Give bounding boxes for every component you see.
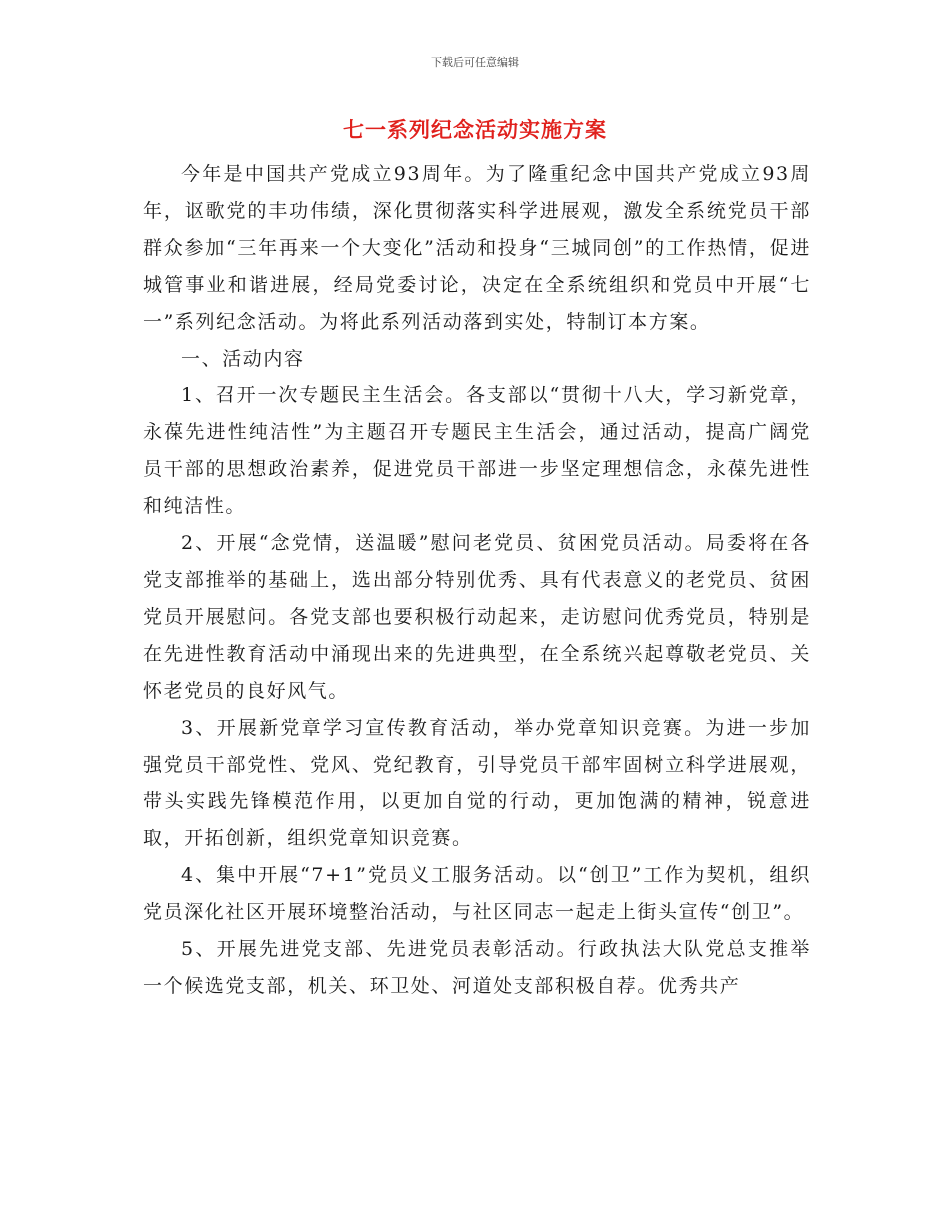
item-4-paragraph: 4、集中开展“7+1”党员义工服务活动。以“创卫”工作为契机，组织党员深化社区开展环境整治活动，与社区同志一起走上街头宣传“创卫”。 (143, 864, 811, 924)
intro-paragraph: 今年是中国共产党成立93周年。为了隆重纪念中国共产党成立93周年，讴歌党的丰功伟绩，深化贯彻落实科学进展观，激发全系统党员干部群众参加“三年再来一个大变化”活动和投身“三城同创”的工作热情，促进城管事业和谐进展，经局党委讨论，决定在全系统组织和党员中开展“七一”系列纪念活动。为将此系列活动落到实处，特制订本方案。 (143, 163, 811, 333)
item-3-paragraph: 3、开展新党章学习宣传教育活动，举办党章知识竞赛。为进一步加强党员干部党性、党风、党纪教育，引导党员干部牢固树立科学进展观，带头实践先锋模范作用，以更加自觉的行动，更加饱满的精神，锐意进取，开拓创新，组织党章知识竞赛。 (143, 716, 811, 850)
document-body (143, 156, 811, 1005)
header-note: 下载后可任意编辑 (431, 56, 519, 69)
item-1-paragraph: 1、召开一次专题民主生活会。各支部以“贯彻十八大，学习新党章，永葆先进性纯洁性”为主题召开专题民主生活会，通过活动，提高广阔党员干部的思想政治素养，促进党员干部进一步坚定理想信念，永葆先进性和纯洁性。 (143, 384, 811, 518)
item-5-paragraph: 5、开展先进党支部、先进党员表彰活动。行政执法大队党总支推举一个候选党支部，机关、环卫处、河道处支部积极自荐。优秀共产 (143, 938, 811, 997)
item-2-paragraph: 2、开展“念党情，送温暖”慰问老党员、贫困党员活动。局委将在各党支部推举的基础上，选出部分特别优秀、具有代表意义的老党员、贫困党员开展慰问。各党支部也要积极行动起来，走访慰问优秀党员，特别是在先进性教育活动中涌现出来的先进典型，在全系统兴起尊敬老党员、关怀老党员的良好风气。 (143, 532, 811, 702)
document-title: 七一系列纪念活动实施方案 (343, 118, 607, 142)
section-heading-activity-content: 一、活动内容 (181, 347, 305, 370)
